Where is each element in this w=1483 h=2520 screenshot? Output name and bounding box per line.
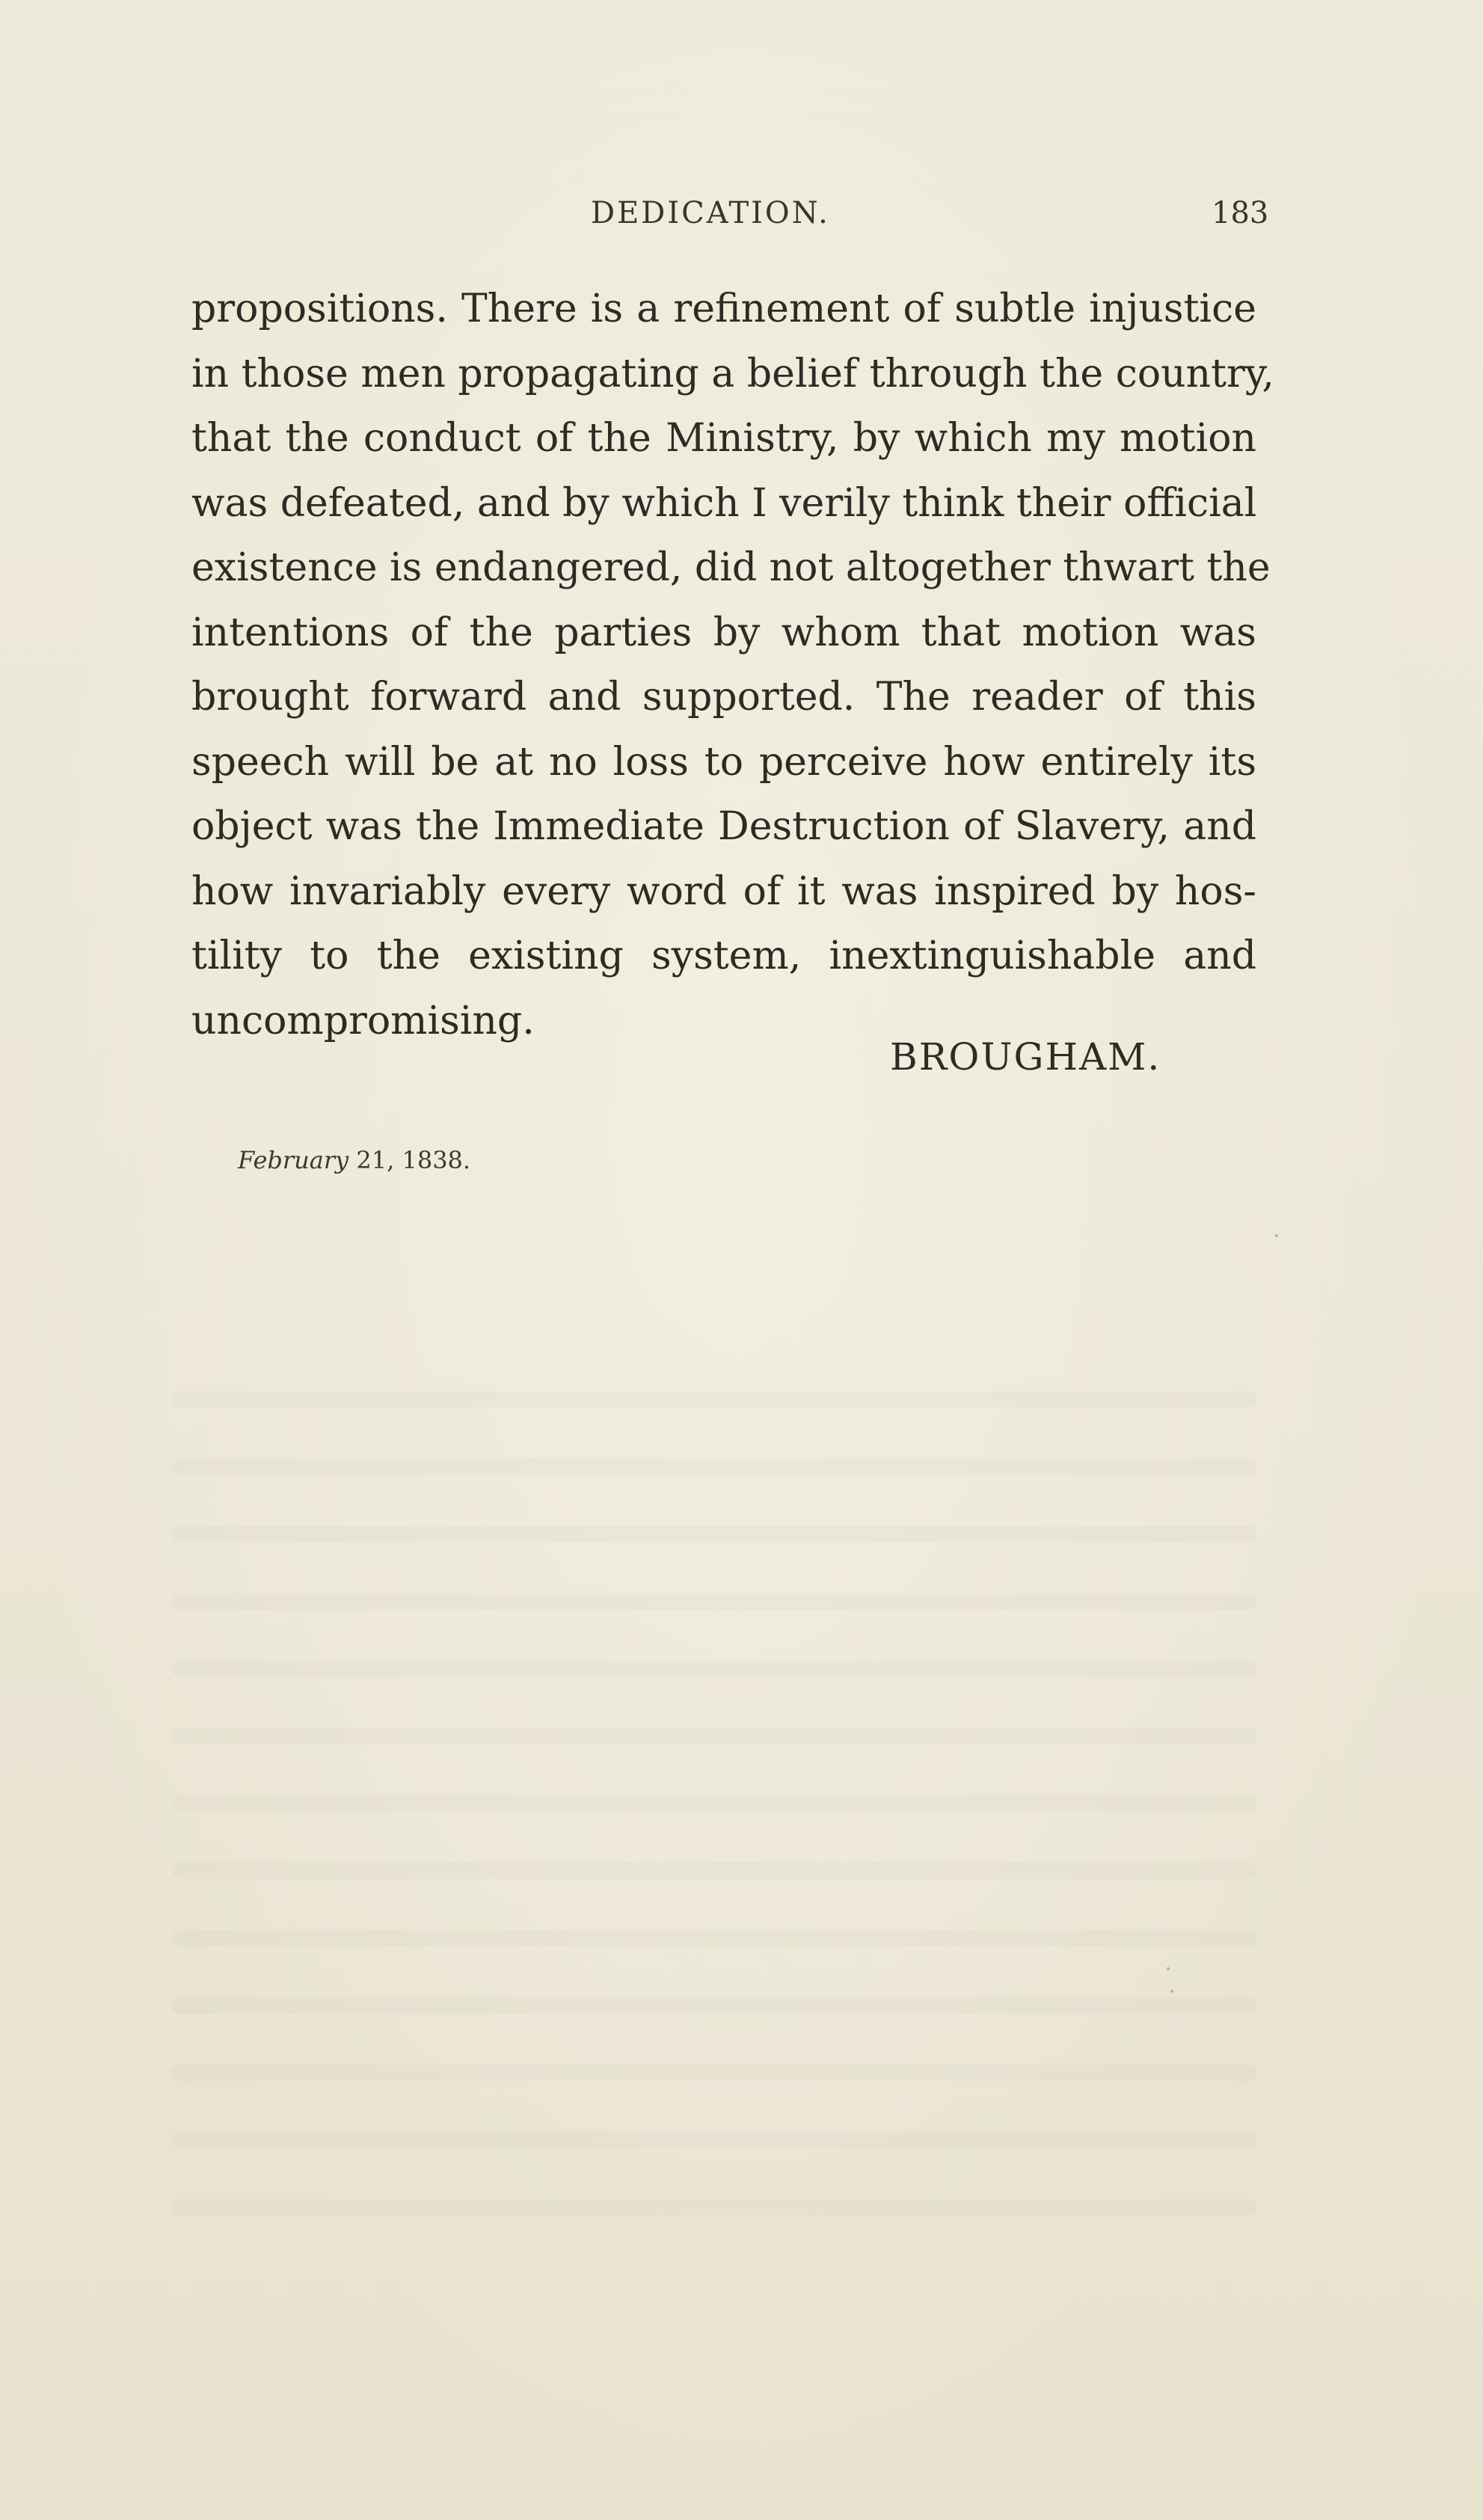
paper-speck xyxy=(1275,1234,1278,1237)
text-line: uncompromising. xyxy=(191,998,535,1043)
date-month: February xyxy=(238,1146,349,1174)
text-line: intentions of the parties by whom that motion was xyxy=(191,610,1256,655)
text-line: that the conduct of the Ministry, by which my motion xyxy=(191,416,1256,461)
show-through-shadow xyxy=(172,1661,1256,1677)
text-line: tility to the existing system, inextinguishable and xyxy=(191,933,1256,978)
show-through-shadow xyxy=(172,1526,1256,1542)
signature: BROUGHAM. xyxy=(890,1035,1161,1079)
body-paragraph xyxy=(191,277,1274,1053)
show-through-shadow xyxy=(172,1997,1256,2014)
text-line: existence is endangered, did not altogether thwart the xyxy=(191,545,1271,590)
page-number: 183 xyxy=(1212,196,1269,230)
show-through-shadow xyxy=(172,2132,1256,2148)
date-line xyxy=(238,1146,470,1174)
show-through-shadow xyxy=(172,2199,1256,2216)
show-through-shadow xyxy=(172,1593,1256,1610)
text-line: in those men propagating a belief through the country, xyxy=(191,351,1274,396)
show-through-shadow xyxy=(172,2064,1256,2081)
show-through-shadow xyxy=(172,1930,1256,1946)
date-day-year: 21, 1838. xyxy=(349,1146,471,1174)
show-through-shadow xyxy=(172,1795,1256,1812)
paper-speck xyxy=(1170,1990,1173,1993)
show-through-shadow xyxy=(172,1728,1256,1744)
text-line: how invariably every word of it was inspired by hos- xyxy=(191,868,1256,914)
show-through-shadow xyxy=(172,1391,1256,1408)
running-head: DEDICATION. xyxy=(591,196,830,230)
text-line: propositions. There is a refinement of subtle injustice xyxy=(191,286,1256,331)
text-line: was defeated, and by which I verily think their official xyxy=(191,480,1257,526)
show-through-shadow xyxy=(172,1459,1256,1475)
paper-speck xyxy=(1167,1967,1170,1970)
text-line: brought forward and supported. The reader of this xyxy=(191,675,1256,720)
text-line: object was the Immediate Destruction of Slavery, and xyxy=(191,804,1256,849)
show-through-shadow xyxy=(172,1863,1256,1879)
text-line: speech will be at no loss to perceive how entirely its xyxy=(191,739,1256,785)
